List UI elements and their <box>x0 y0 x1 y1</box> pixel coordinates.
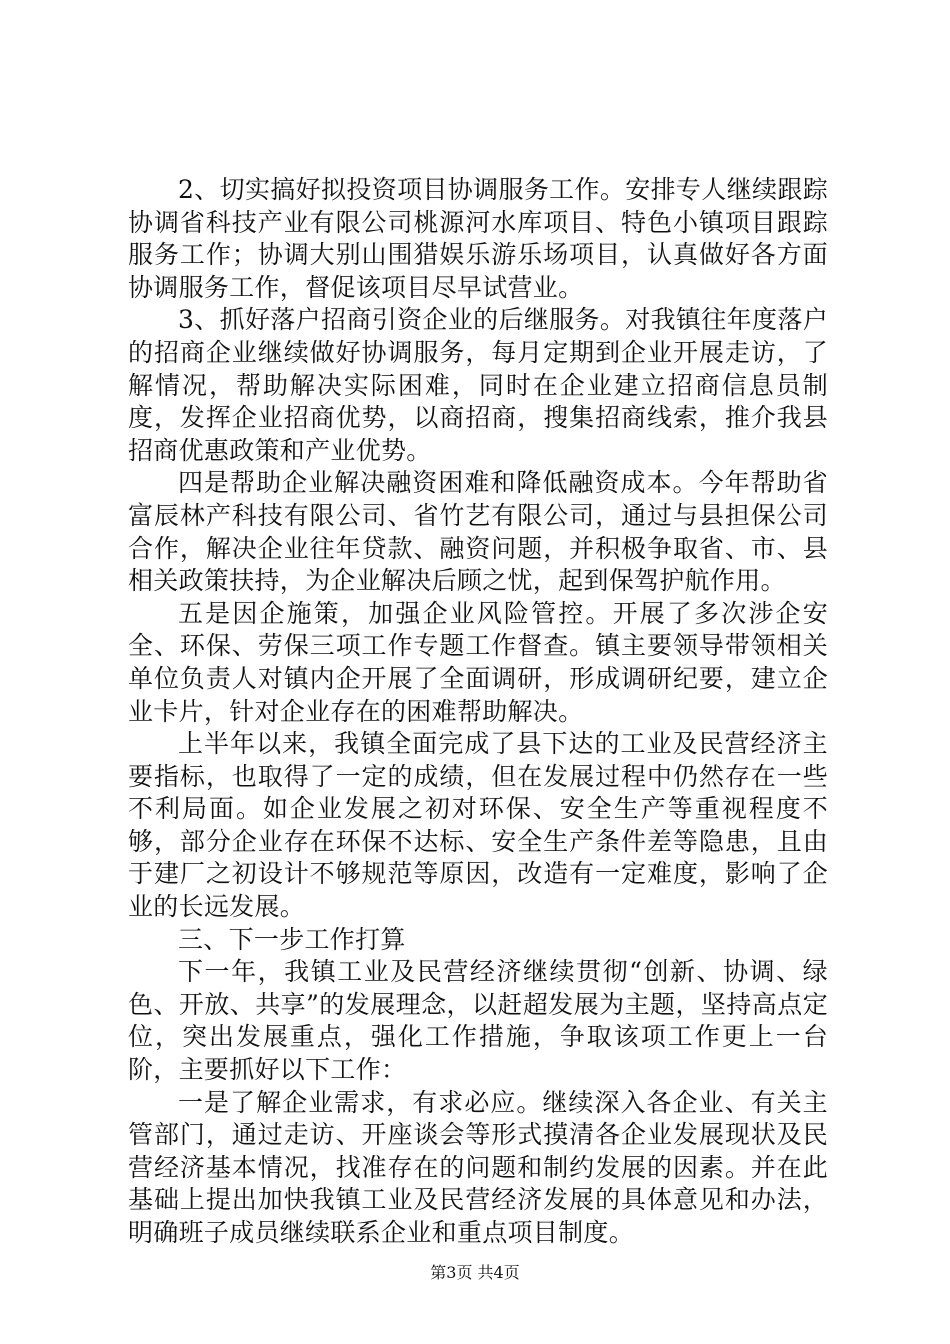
paragraph-enterprise-needs: 一是了解企业需求，有求必应。继续深入各企业、有关主管部门，通过走访、开座谈会等形式摸清各企业发展现状及民营经济基本情况，找准存在的问题和制约发展的因素。并在此基础上提出加快我镇工业及民营经济发展的具体意见和办法，明确班子成员继续联系企业和重点项目制度。 <box>128 1087 828 1247</box>
paragraph-risk-control: 五是因企施策，加强企业风险管控。开展了多次涉企安全、环保、劳保三项工作专题工作督查。镇主要领导带领相关单位负责人对镇内企开展了全面调研，形成调研纪要，建立企业卡片，针对企业存在的困难帮助解决。 <box>128 598 828 726</box>
paragraph-project-coordination: 2、切实搞好拟投资项目协调服务工作。安排专人继续跟踪协调省科技产业有限公司桃源河水库项目、特色小镇项目跟踪服务工作；协调大别山围猎娱乐游乐场项目，认真做好各方面协调服务工作，督促该项目尽早试营业。 <box>128 175 828 302</box>
page-footer: 第3页 共4页 <box>430 1263 520 1282</box>
paragraph-financing-help: 四是帮助企业解决融资困难和降低融资成本。今年帮助省富辰林产科技有限公司、省竹艺有限公司，通过与县担保公司合作，解决企业往年贷款、融资问题，并积极争取省、市、县相关政策扶持，为企业解决后顾之忧，起到保驾护航作用。 <box>128 468 828 596</box>
paragraph-next-year-plan: 下一年，我镇工业及民营经济继续贯彻“创新、协调、绿色、开放、共享”的发展理念，以赶超发展为主题，坚持高点定位，突出发展重点，强化工作措施，争取该项工作更上一台阶，主要抓好以下工作： <box>128 957 828 1085</box>
paragraph-investment-follow-up: 3、抓好落户招商引资企业的后继服务。对我镇往年度落户的招商企业继续做好协调服务，每月定期到企业开展走访，了解情况，帮助解决实际困难，同时在企业建立招商信息员制度，发挥企业招商优势，以商招商，搜集招商线索，推介我县招商优惠政策和产业优势。 <box>128 305 828 465</box>
section-heading-next-steps: 三、下一步工作打算 <box>178 924 406 954</box>
document-body <box>128 174 828 1250</box>
paragraph-half-year-summary: 上半年以来，我镇全面完成了县下达的工业及民营经济主要指标，也取得了一定的成绩，但在发展过程中仍然存在一些不利局面。如企业发展之初对环保、安全生产等重视程度不够，部分企业存在环保不达标、安全生产条件差等隐患，且由于建厂之初设计不够规范等原因，改造有一定难度，影响了企业的长远发展。 <box>128 729 828 922</box>
